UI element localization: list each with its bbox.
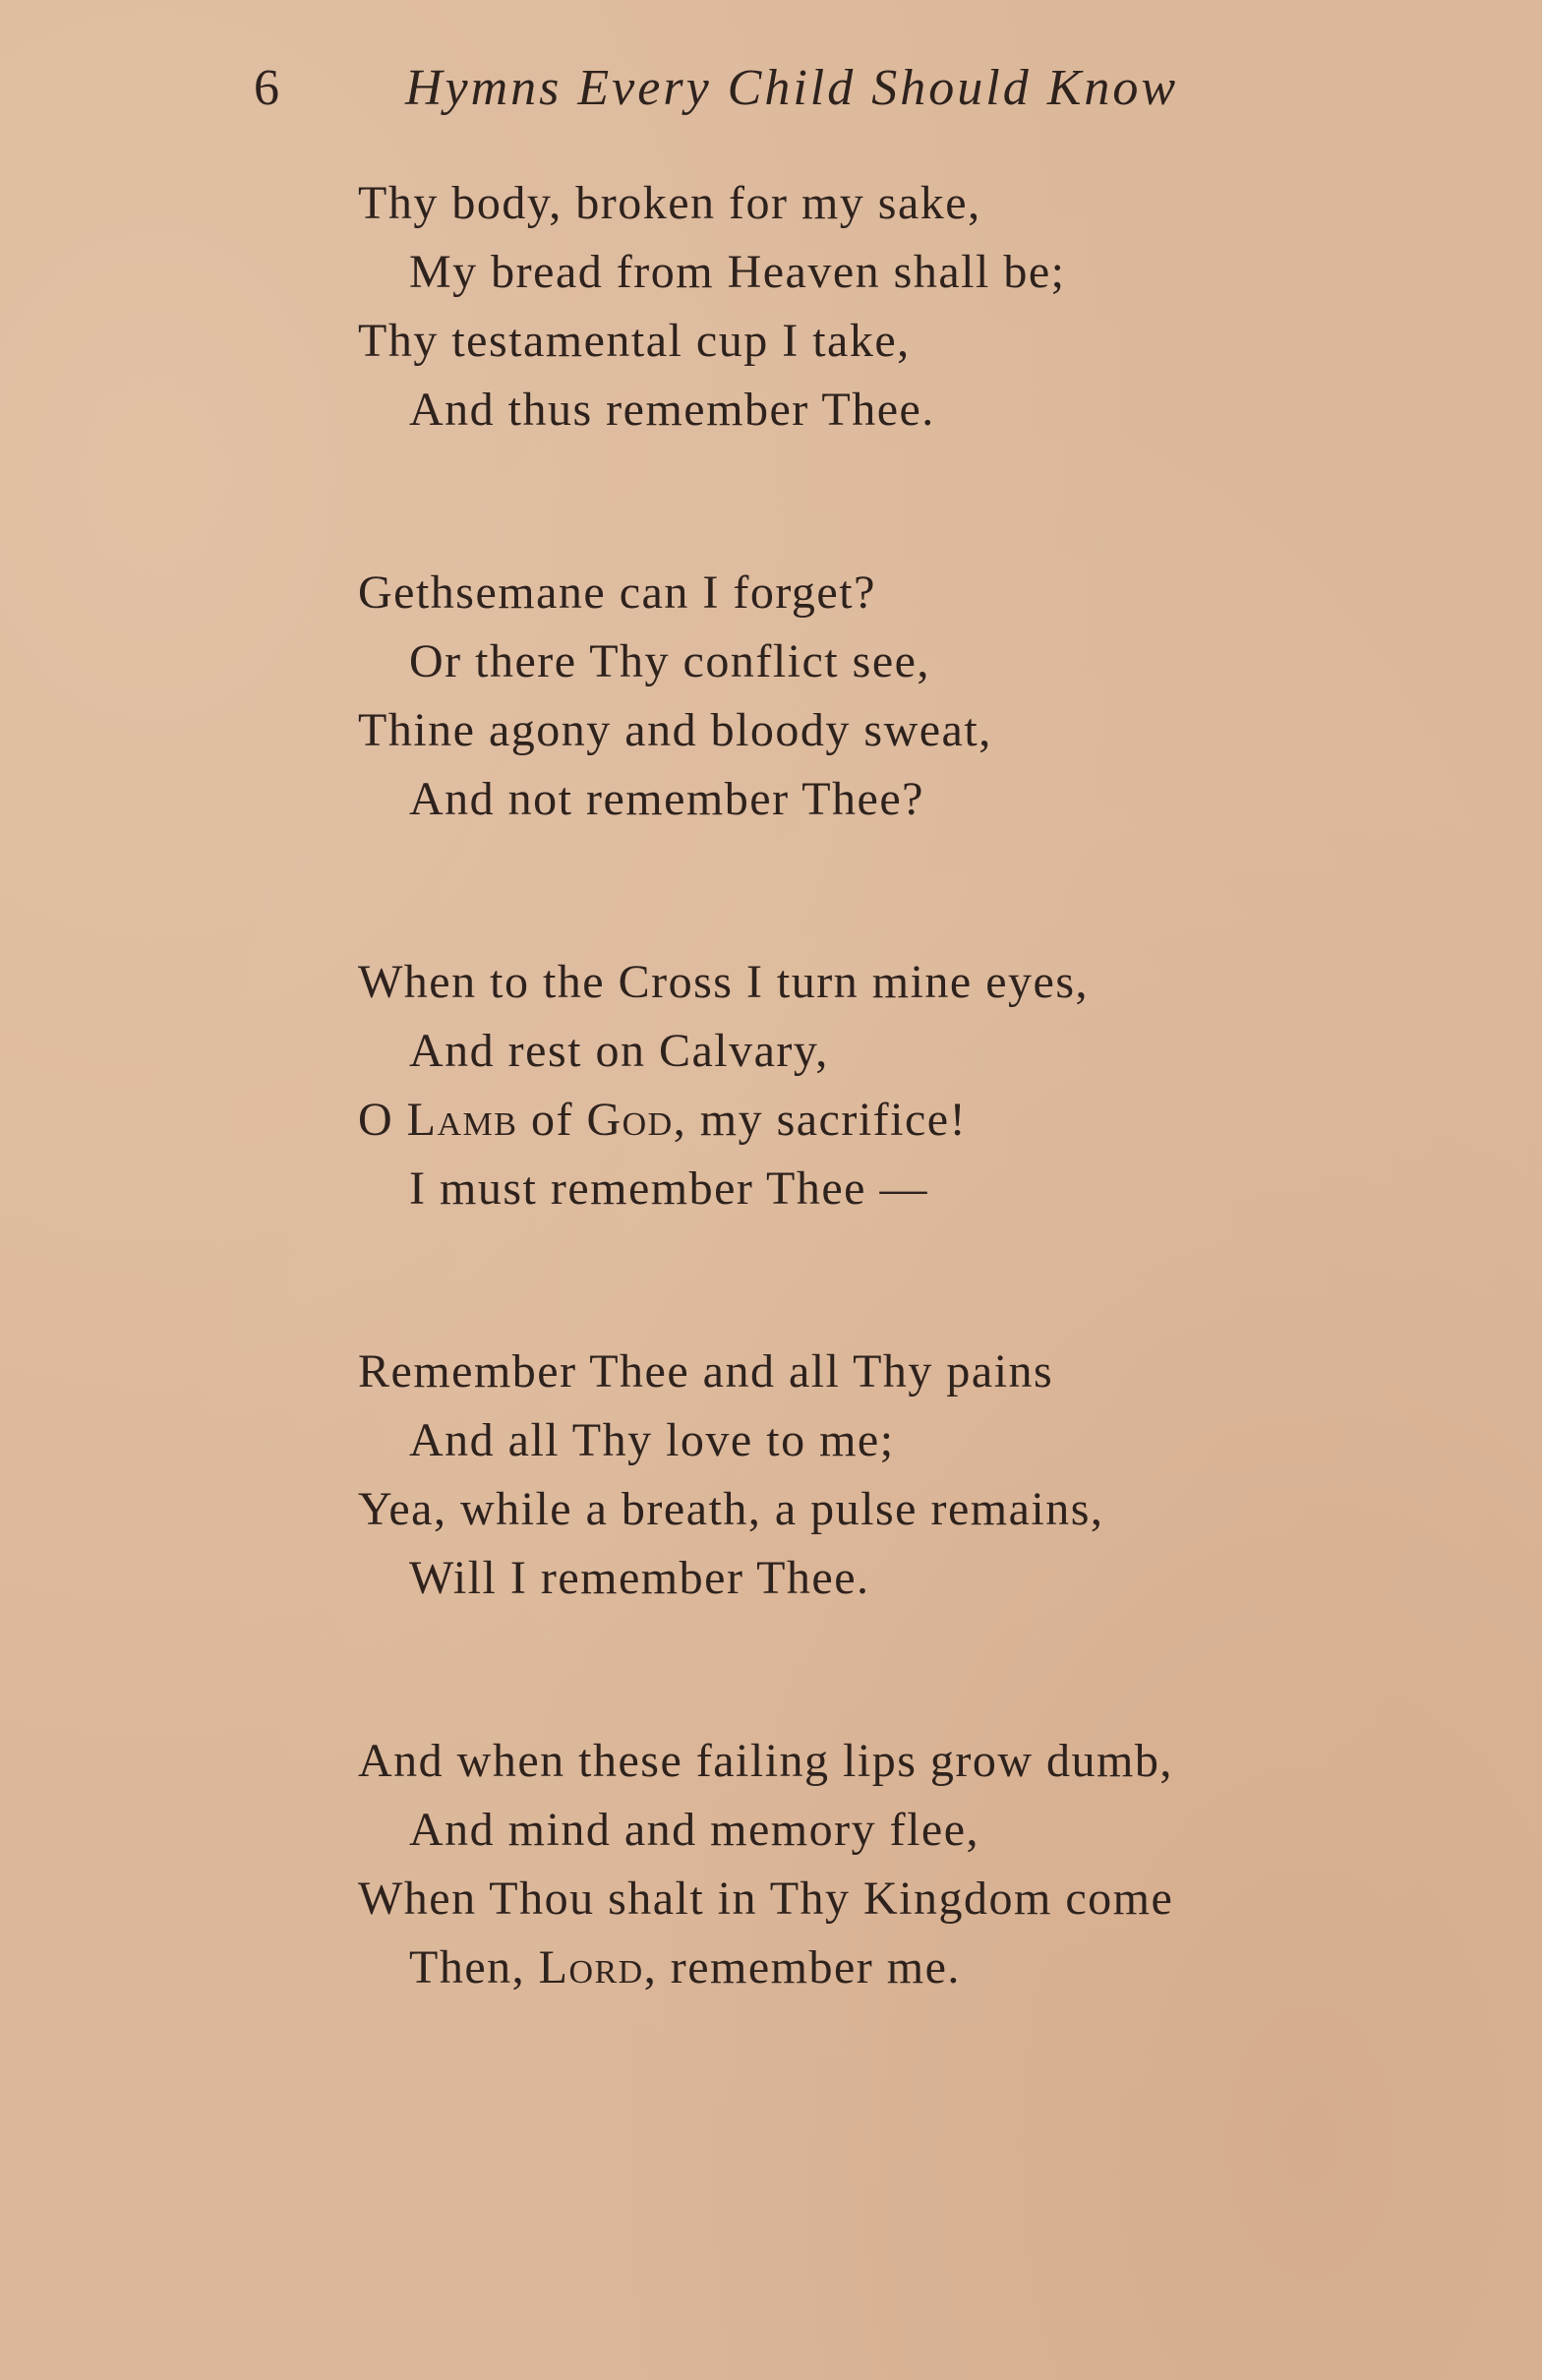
verse-line: Thy testamental cup I take,: [358, 315, 911, 367]
verse-line: And rest on Calvary,: [409, 1025, 829, 1077]
page-header: [0, 51, 1542, 130]
stanza: [358, 948, 1391, 1223]
verse-text: of: [517, 1094, 587, 1146]
verse-line: Or there Thy conflict see,: [409, 635, 930, 687]
stanza: [358, 1727, 1391, 2002]
stanza: [358, 559, 1391, 834]
verse-line: Thy body, broken for my sake,: [358, 177, 981, 229]
verse-line: And not remember Thee?: [409, 773, 924, 825]
small-caps-word: Lord: [538, 1941, 644, 1993]
verse-line: I must remember Thee —: [409, 1162, 928, 1215]
small-caps-word: God: [586, 1094, 674, 1146]
verse-line: When Thou shalt in Thy Kingdom come: [358, 1873, 1174, 1925]
verse-line: And mind and memory flee,: [409, 1804, 980, 1856]
verse-line: My bread from Heaven shall be;: [409, 246, 1066, 298]
verse-line: [358, 1086, 1391, 1155]
verse-line: When to the Cross I turn mine eyes,: [358, 956, 1090, 1008]
verse-line: And thus remember Thee.: [409, 384, 935, 436]
stanza: [358, 169, 1391, 445]
verse-line: And when these failing lips grow dumb,: [358, 1735, 1173, 1787]
verse-line: [358, 1934, 1391, 2002]
running-title: Hymns Every Child Should Know: [405, 60, 1179, 116]
page-number: 6: [254, 60, 279, 116]
verse-text: Then,: [409, 1941, 539, 1993]
verse-line: Will I remember Thee.: [409, 1552, 870, 1604]
verse-text: O: [358, 1094, 407, 1146]
verse-line: Gethsemane can I forget?: [358, 566, 876, 619]
verse-line: Yea, while a breath, a pulse remains,: [358, 1483, 1104, 1535]
stanza: [358, 1338, 1391, 1613]
verse-line: Thine agony and bloody sweat,: [358, 704, 992, 756]
hymn-text: [358, 169, 1391, 2116]
verse-line: And all Thy love to me;: [409, 1414, 895, 1466]
verse-text: , my sacrifice!: [673, 1094, 968, 1146]
verse-line: Remember Thee and all Thy pains: [358, 1345, 1054, 1398]
small-caps-word: Lamb: [406, 1094, 518, 1146]
verse-text: , remember me.: [643, 1941, 961, 1993]
